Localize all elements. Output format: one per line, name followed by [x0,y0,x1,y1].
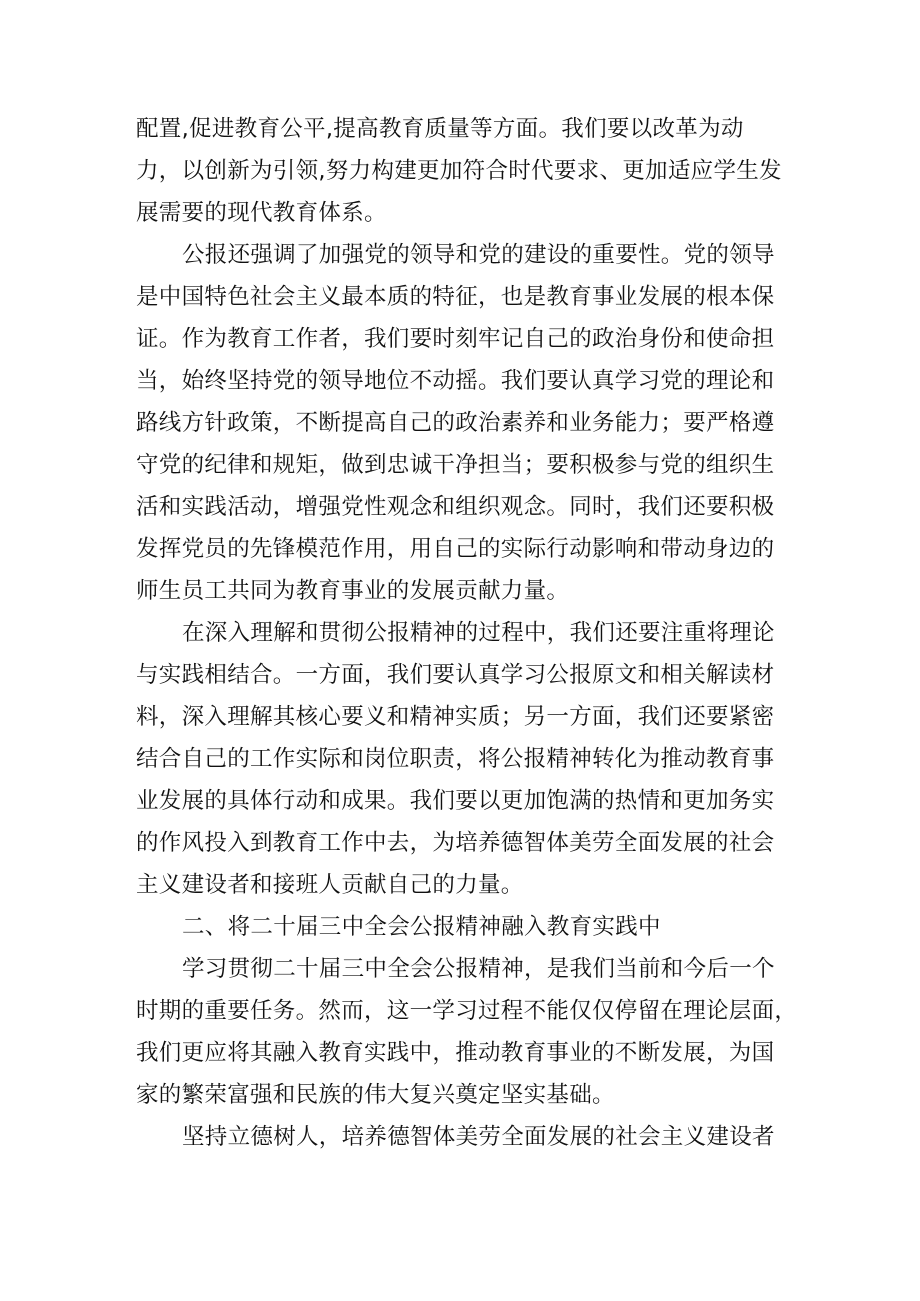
text-line: 与实践相结合。一方面，我们要认真学习公报原文和相关解读材 [136,662,775,688]
document-body [136,108,796,1158]
text-line: 展需要的现代教育体系。 [136,200,387,226]
text-line: 我们更应将其融入教育实践中，推动教育事业的不断发展，为国 [136,1040,775,1066]
text-line: 师生员工共同为教育事业的发展贡献力量。 [136,578,570,604]
text-line: 家的繁荣富强和民族的伟大复兴奠定坚实基础。 [136,1082,615,1108]
paragraph-first-line: 在深入理解和贯彻公报精神的过程中，我们还要注重将理论 [182,620,775,646]
text-line: 料，深入理解其核心要义和精神实质；另一方面，我们还要紧密 [136,704,775,730]
text-line: 力，以创新为引领,努力构建更加符合时代要求、更加适应学生发 [136,158,782,184]
text-line: 配置,促进教育公平,提高教育质量等方面。我们要以改革为动 [136,116,744,142]
text-line: 业发展的具体行动和成果。我们要以更加饱满的热情和更加务实 [136,788,775,814]
text-line: 路线方针政策，不断提高自己的政治素养和业务能力；要严格遵 [136,410,775,436]
text-line: 的作风投入到教育工作中去，为培养德智体美劳全面发展的社会 [136,830,775,856]
text-line: 活和实践活动，增强党性观念和组织观念。同时，我们还要积极 [136,494,775,520]
text-line: 结合自己的工作实际和岗位职责，将公报精神转化为推动教育事 [136,746,775,772]
section-heading: 二、将二十届三中全会公报精神融入教育实践中 [182,914,661,940]
paragraph-first-line: 坚持立德树人，培养德智体美劳全面发展的社会主义建设者 [182,1124,775,1150]
paragraph-first-line: 公报还强调了加强党的领导和党的建设的重要性。党的领导 [182,242,775,268]
text-line: 当，始终坚持党的领导地位不动摇。我们要认真学习党的理论和 [136,368,775,394]
text-line: 守党的纪律和规矩，做到忠诚干净担当；要积极参与党的组织生 [136,452,775,478]
text-line: 主义建设者和接班人贡献自己的力量。 [136,872,524,898]
text-line: 时期的重要任务。然而，这一学习过程不能仅仅停留在理论层面， [136,998,798,1024]
paragraph-first-line: 学习贯彻二十届三中全会公报精神，是我们当前和今后一个 [182,956,775,982]
text-line: 证。作为教育工作者，我们要时刻牢记自己的政治身份和使命担 [136,326,775,352]
text-line: 是中国特色社会主义最本质的特征，也是教育事业发展的根本保 [136,284,775,310]
text-line: 发挥党员的先锋模范作用，用自己的实际行动影响和带动身边的 [136,536,775,562]
